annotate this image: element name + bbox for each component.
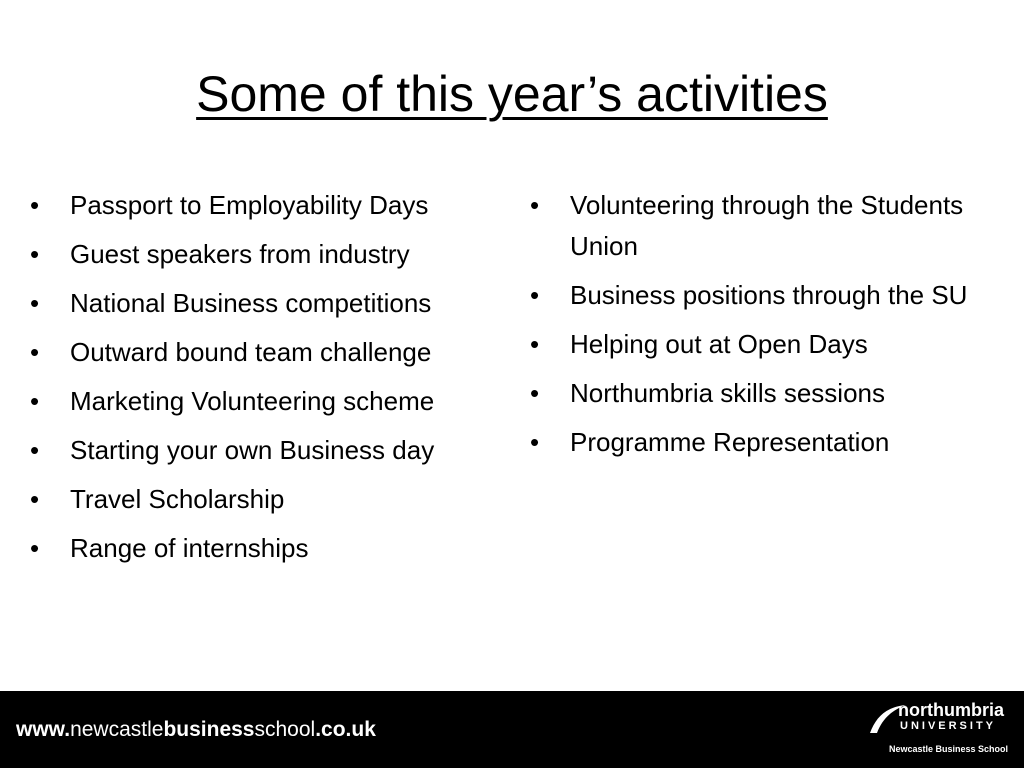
list-item	[30, 430, 520, 471]
list-item-text: Passport to Employability Days	[70, 190, 429, 220]
bullet-icon: •	[530, 427, 540, 457]
list-item	[530, 185, 1010, 267]
bullet-icon: •	[30, 288, 40, 318]
list-item	[30, 185, 520, 226]
bullet-icon: •	[30, 435, 40, 465]
list-item	[530, 324, 1010, 365]
bullet-icon: •	[530, 329, 540, 359]
bullet-icon: •	[30, 533, 40, 563]
logo-subtitle: Newcastle Business School	[888, 744, 1008, 754]
logo-university: UNIVERSITY	[900, 720, 997, 732]
logo-name: northumbria	[898, 700, 1004, 720]
right-bullet-list	[530, 185, 1010, 471]
bullet-icon: •	[530, 190, 540, 220]
list-item-text: Volunteering through the Students Union	[570, 190, 964, 261]
url-newcastle: newcastle	[70, 718, 164, 741]
list-item	[530, 373, 1010, 414]
list-item-text: Guest speakers from industry	[70, 239, 410, 269]
bullet-icon: •	[30, 386, 40, 416]
slide-title	[0, 62, 1024, 126]
bullet-icon: •	[30, 190, 40, 220]
list-item	[30, 381, 520, 422]
list-item	[30, 479, 520, 520]
footer-bar	[0, 691, 1024, 768]
list-item-text: Marketing Volunteering scheme	[70, 386, 435, 416]
list-item-text: Range of internships	[70, 533, 309, 563]
list-item	[530, 422, 1010, 463]
url-www: www.	[16, 718, 71, 741]
list-item-text: Outward bound team challenge	[70, 337, 432, 367]
list-item-text: Northumbria skills sessions	[570, 378, 885, 408]
list-item-text: Starting your own Business day	[70, 435, 435, 465]
list-item-text: Helping out at Open Days	[570, 329, 868, 359]
list-item-text: Travel Scholarship	[70, 484, 285, 514]
url-business: business	[163, 718, 255, 741]
list-item	[30, 528, 520, 569]
slide-title-text: Some of this year’s activities	[196, 66, 828, 122]
bullet-icon: •	[30, 484, 40, 514]
bullet-icon: •	[530, 378, 540, 408]
bullet-icon: •	[30, 337, 40, 367]
list-item-text: Programme Representation	[570, 427, 890, 457]
url-school: school	[254, 718, 316, 741]
list-item	[30, 332, 520, 373]
left-bullet-list	[30, 185, 520, 577]
website-url[interactable]	[16, 717, 376, 743]
list-item	[530, 275, 1010, 316]
bullet-icon: •	[30, 239, 40, 269]
list-item	[30, 283, 520, 324]
url-couk: .co.uk	[315, 718, 376, 741]
list-item-text: National Business competitions	[70, 288, 432, 318]
northumbria-logo	[868, 699, 1008, 763]
list-item-text: Business positions through the SU	[570, 280, 968, 310]
bullet-icon: •	[530, 280, 540, 310]
list-item	[30, 234, 520, 275]
